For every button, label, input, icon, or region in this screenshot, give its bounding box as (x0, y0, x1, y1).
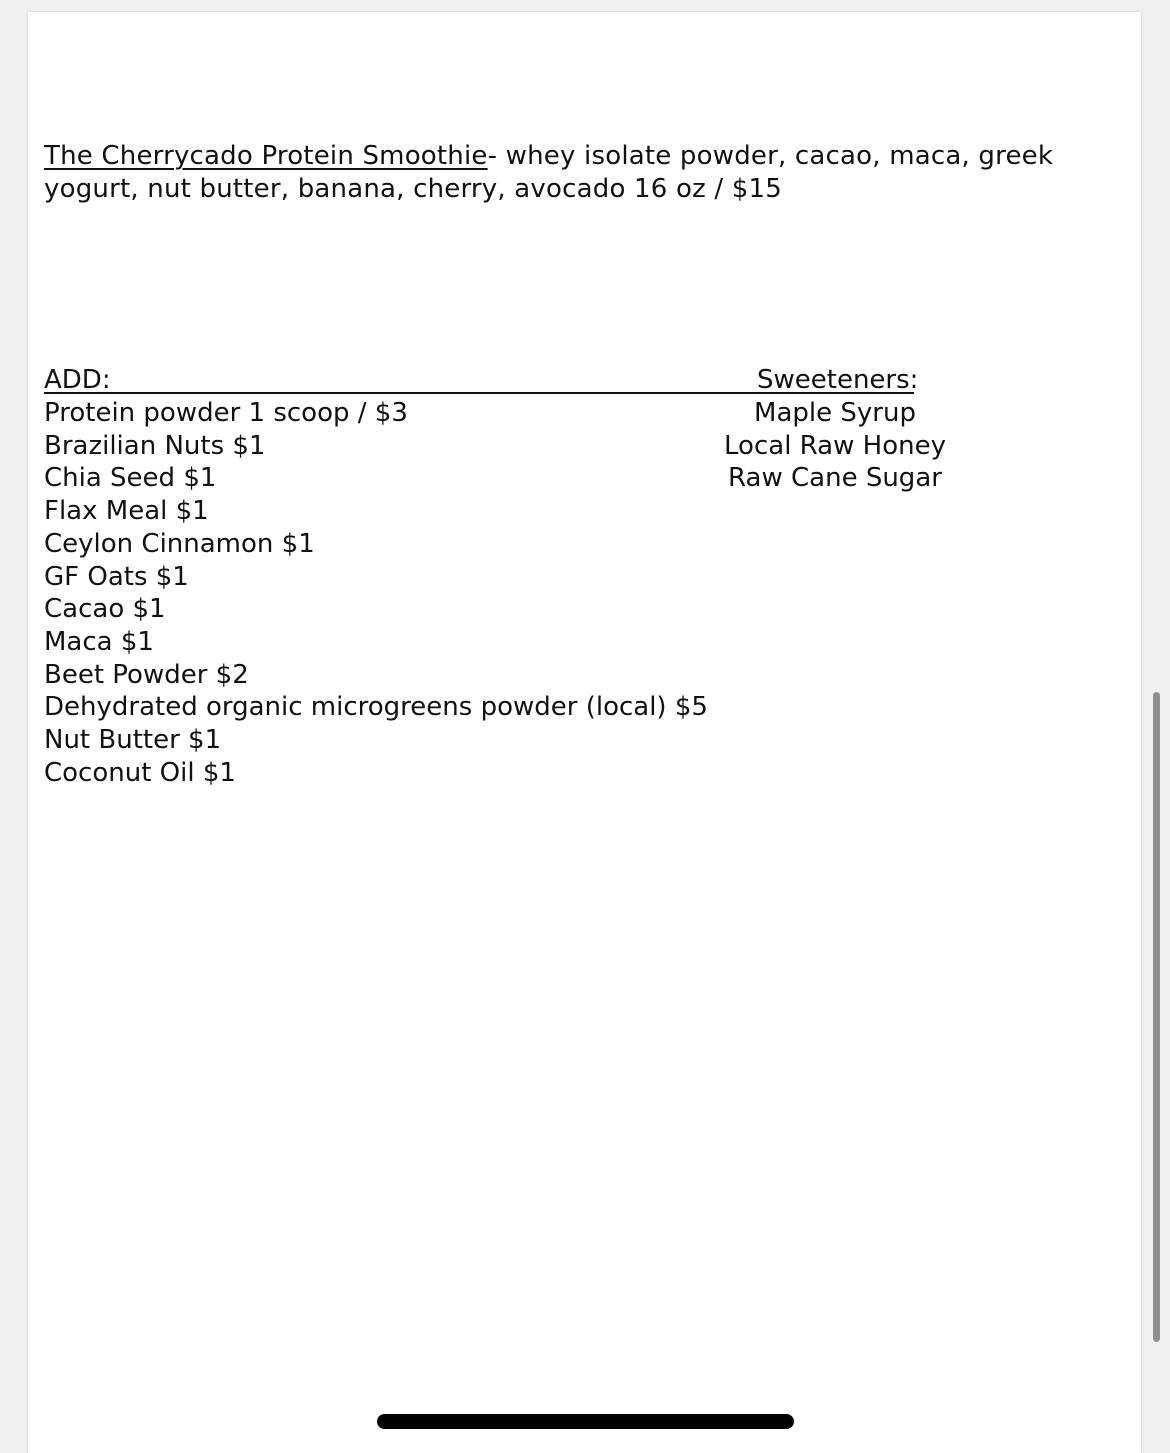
add-on-item: Chia Seed $1 (44, 463, 217, 494)
menu-item-details: - whey isolate powder, cacao, maca, greek yogurt, nut butter, banana, cherry, avocado 16 oz / $15 (44, 141, 1054, 204)
add-on-item: GF Oats $1 (44, 561, 189, 592)
add-on-item: Flax Meal $1 (44, 496, 209, 527)
menu-item-description (44, 140, 1084, 206)
sweetener-item: Raw Cane Sugar (728, 463, 942, 494)
sweetener-item: Maple Syrup (754, 398, 916, 428)
add-on-item: Coconut Oil $1 (44, 757, 236, 788)
menu-item-name: The Cherrycado Protein Smoothie (44, 141, 488, 171)
sweeteners-list (722, 397, 948, 495)
add-on-item: Protein powder 1 scoop / $3 (44, 398, 408, 428)
add-on-item: Maca $1 (44, 626, 154, 657)
sweeteners-header: Sweeteners: (757, 365, 919, 395)
add-ons-header: ADD: (44, 365, 111, 395)
vertical-scrollbar[interactable] (1153, 692, 1160, 1342)
add-ons-list (44, 397, 708, 789)
add-on-item: Nut Butter $1 (44, 725, 222, 756)
add-on-item: Dehydrated organic microgreens powder (local) $5 (44, 692, 708, 723)
sweetener-item: Local Raw Honey (724, 430, 946, 461)
add-on-item: Ceylon Cinnamon $1 (44, 528, 315, 559)
add-on-item: Cacao $1 (44, 594, 166, 625)
add-on-item: Brazilian Nuts $1 (44, 430, 266, 461)
home-indicator[interactable] (377, 1414, 794, 1429)
add-on-item: Beet Powder $2 (44, 659, 249, 690)
